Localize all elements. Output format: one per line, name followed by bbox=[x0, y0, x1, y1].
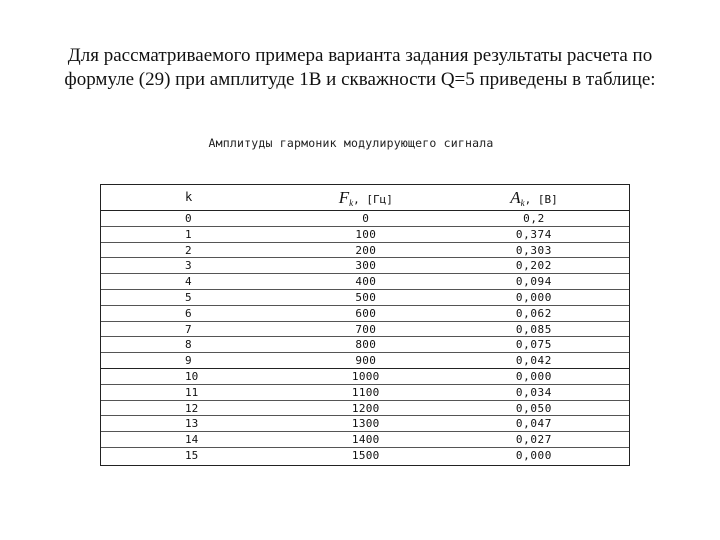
cell-frequency: 1300 bbox=[351, 417, 380, 431]
cell-amplitude: 0,202 bbox=[515, 259, 553, 273]
table-body bbox=[101, 211, 629, 464]
cell-frequency: 500 bbox=[355, 290, 377, 304]
cell-frequency: 1000 bbox=[351, 369, 380, 383]
header-f-sub: k bbox=[349, 197, 354, 208]
cell-k: 13 bbox=[185, 417, 199, 431]
header-a-sub: k bbox=[520, 197, 525, 208]
cell-amplitude: 0,374 bbox=[515, 227, 553, 241]
table-row bbox=[101, 353, 629, 369]
table-row bbox=[101, 227, 629, 243]
table-row bbox=[101, 448, 629, 464]
table-row bbox=[101, 290, 629, 306]
cell-amplitude: 0,000 bbox=[515, 290, 553, 304]
cell-frequency: 0 bbox=[362, 212, 370, 225]
intro-line-2: формуле (29) при амплитуде 1В и скважности Q=5 приведены в таблице: bbox=[64, 69, 656, 90]
header-f-symbol: F bbox=[338, 187, 350, 207]
cell-frequency: 800 bbox=[355, 338, 377, 352]
cell-frequency: 700 bbox=[355, 322, 377, 336]
cell-amplitude: 0,027 bbox=[515, 433, 553, 447]
cell-frequency: 400 bbox=[355, 275, 377, 289]
cell-k: 6 bbox=[185, 306, 192, 320]
cell-amplitude: 0,085 bbox=[515, 322, 553, 336]
cell-amplitude: 0,000 bbox=[515, 369, 553, 383]
cell-k: 10 bbox=[185, 369, 199, 383]
cell-amplitude: 0,000 bbox=[515, 448, 553, 462]
table-row bbox=[101, 306, 629, 322]
table-row bbox=[101, 337, 629, 353]
table-row bbox=[101, 385, 629, 401]
cell-amplitude: 0,042 bbox=[515, 354, 553, 368]
cell-k: 0 bbox=[185, 212, 192, 225]
cell-frequency: 200 bbox=[355, 243, 377, 257]
cell-amplitude: 0,303 bbox=[515, 243, 553, 257]
header-amplitude bbox=[435, 188, 629, 208]
header-a-symbol: A bbox=[510, 187, 521, 207]
header-a-unit: , [В] bbox=[524, 192, 558, 206]
cell-k: 1 bbox=[185, 227, 192, 241]
table-row bbox=[101, 432, 629, 448]
intro-line-1: Для рассматриваемого примера варианта задания результаты расчета по bbox=[67, 45, 653, 66]
cell-k: 12 bbox=[185, 401, 199, 415]
cell-frequency: 100 bbox=[355, 227, 377, 241]
cell-frequency: 600 bbox=[355, 306, 377, 320]
intro-text bbox=[30, 44, 690, 92]
cell-amplitude: 0,2 bbox=[523, 212, 545, 225]
cell-frequency: 1100 bbox=[351, 385, 380, 399]
table-row bbox=[101, 258, 629, 274]
table-row bbox=[101, 416, 629, 432]
table-row bbox=[101, 369, 629, 385]
cell-k: 3 bbox=[185, 259, 192, 273]
cell-frequency: 900 bbox=[355, 354, 377, 368]
table-row bbox=[101, 322, 629, 338]
cell-k: 9 bbox=[185, 354, 192, 368]
cell-k: 7 bbox=[185, 322, 192, 336]
cell-amplitude: 0,050 bbox=[515, 401, 553, 415]
cell-k: 5 bbox=[185, 290, 192, 304]
cell-amplitude: 0,094 bbox=[515, 275, 553, 289]
table-row bbox=[101, 211, 629, 227]
table-caption: Амплитуды гармоник модулирующего сигнала bbox=[208, 136, 494, 150]
header-k bbox=[101, 190, 271, 205]
cell-amplitude: 0,062 bbox=[515, 306, 553, 320]
cell-k: 15 bbox=[185, 448, 199, 462]
harmonics-table bbox=[100, 184, 630, 466]
cell-k: 4 bbox=[185, 275, 192, 289]
table-header-row bbox=[101, 185, 629, 211]
header-f-unit: , [Гц] bbox=[353, 192, 393, 206]
table-row bbox=[101, 243, 629, 259]
cell-amplitude: 0,075 bbox=[515, 338, 553, 352]
cell-frequency: 1200 bbox=[351, 401, 380, 415]
header-frequency bbox=[271, 188, 435, 208]
cell-k: 14 bbox=[185, 433, 199, 447]
cell-amplitude: 0,047 bbox=[515, 417, 553, 431]
table-row bbox=[101, 274, 629, 290]
cell-frequency: 300 bbox=[355, 259, 377, 273]
table-row bbox=[101, 401, 629, 417]
cell-k: 8 bbox=[185, 338, 192, 352]
cell-k: 11 bbox=[185, 385, 199, 399]
cell-frequency: 1400 bbox=[351, 433, 380, 447]
cell-k: 2 bbox=[185, 243, 192, 257]
cell-amplitude: 0,034 bbox=[515, 385, 553, 399]
cell-frequency: 1500 bbox=[351, 448, 380, 462]
header-k-label: k bbox=[185, 190, 193, 204]
